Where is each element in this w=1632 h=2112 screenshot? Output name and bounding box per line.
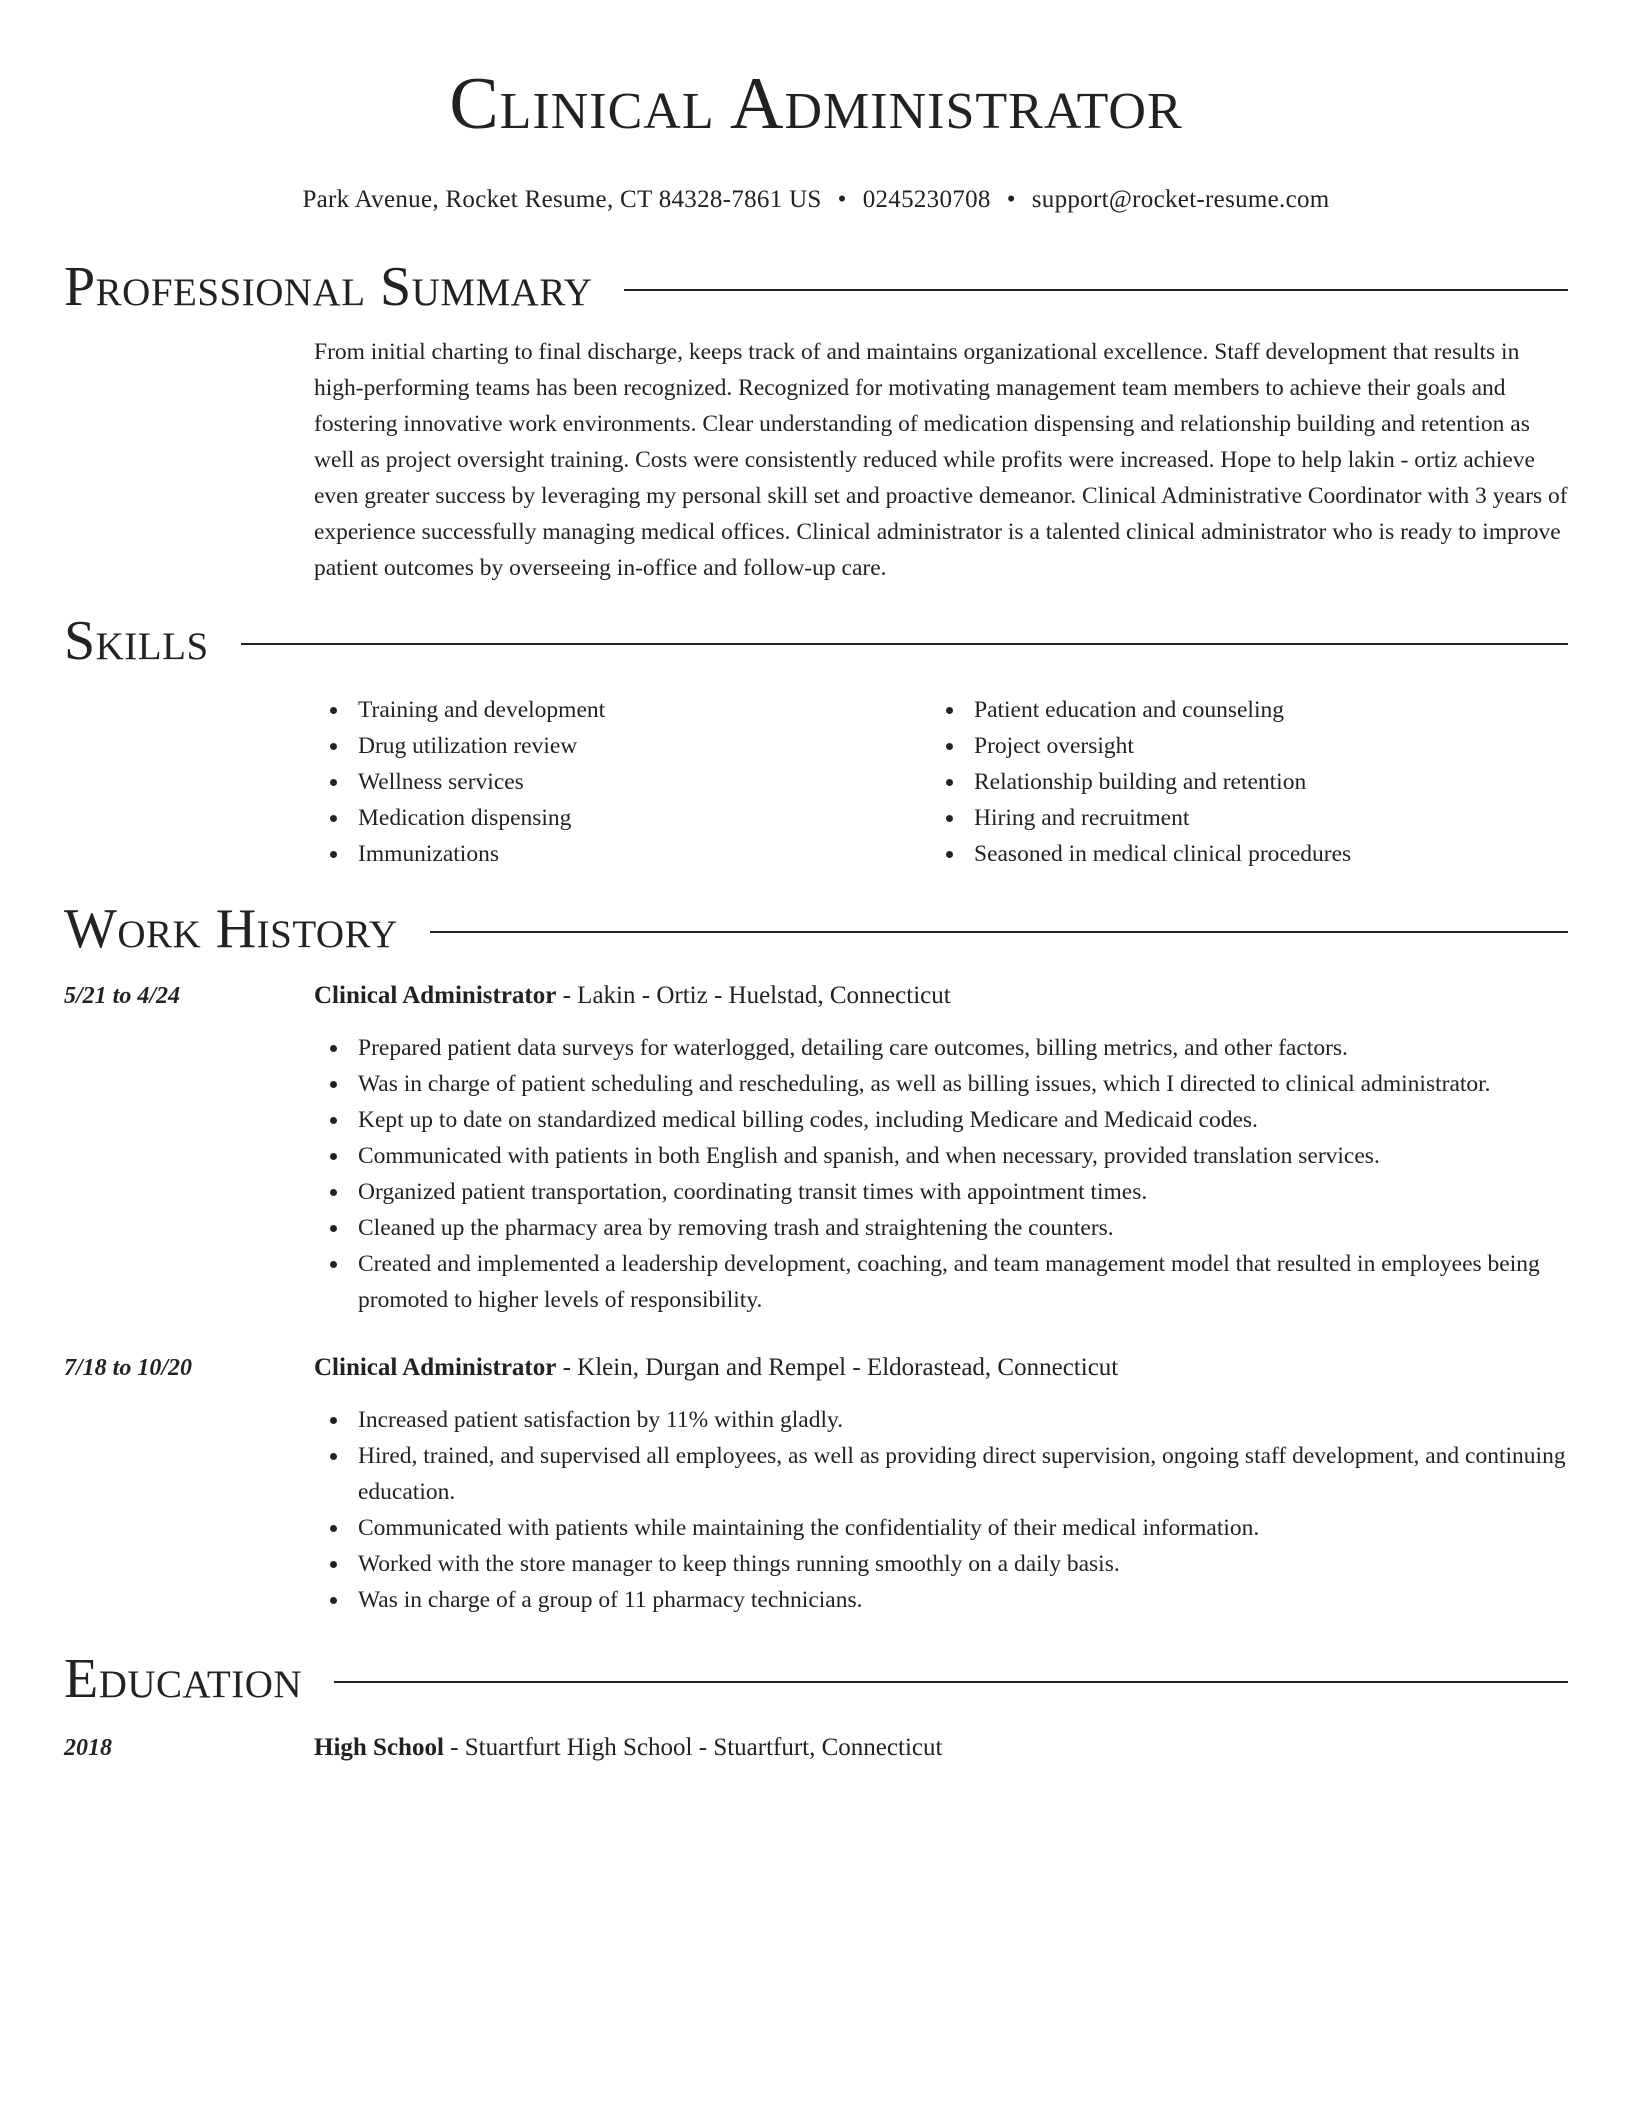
skill-item: Seasoned in medical clinical procedures [930,836,1546,872]
duty-item: Hired, trained, and supervised all employees, as well as providing direct supervision, ongoing staff development, and continuing education. [314,1438,1568,1510]
job-duties [64,1030,1568,1318]
section-summary-header [64,254,1568,320]
email: support@rocket-resume.com [1031,186,1330,213]
job-header [64,978,1568,1014]
education-degree: High School [314,1734,444,1761]
phone: 0245230708 [862,186,991,213]
section-title-skills: Skills [64,610,209,672]
section-rule [430,931,1568,933]
duty-item: Communicated with patients in both English and spanish, and when necessary, provided translation services. [314,1138,1568,1174]
education-school: - Stuartfurt High School - Stuartfurt, Connecticut [443,1734,943,1761]
contact-line [64,184,1568,216]
skill-item: Relationship building and retention [930,764,1546,800]
job-dates: 5/21 to 4/24 [64,983,181,1009]
skills-column-left [314,692,930,872]
skill-item: Medication dispensing [314,800,930,836]
job-employer: - Klein, Durgan and Rempel - Eldorastead, Connecticut [556,1354,1119,1381]
job-title-line [314,978,951,1014]
job-title: Clinical Administrator [314,982,557,1009]
duty-item: Was in charge of a group of 11 pharmacy technicians. [314,1582,1568,1618]
education-year: 2018 [64,1735,112,1761]
skill-item: Training and development [314,692,930,728]
section-rule [334,1681,1568,1683]
summary-text: From initial charting to final discharge, keeps track of and maintains organizational excellence. Staff development that results in high-performing teams has been recognized. Recognized for motivating management team members to achieve their goals and fostering innovative work environments. Clear understanding of medication dispensing and relationship building and retention as well as project oversight training. Costs were consistently reduced while profits were increased. Hope to help lakin - ortiz achieve even greater success by leveraging my personal skill set and proactive demeanor. Clinical Administrative Coordinator with 3 years of experience successfully managing medical offices. Clinical administrator is a talented clinical administrator who is ready to improve patient outcomes by overseeing in-office and follow-up care. [314,339,1568,581]
job-entry [64,1350,1568,1618]
skill-item: Patient education and counseling [930,692,1546,728]
skill-item: Project oversight [930,728,1546,764]
job-title: Clinical Administrator [314,1354,557,1381]
section-rule [241,643,1568,645]
section-title-summary: Professional Summary [64,256,593,318]
job-header [64,1350,1568,1386]
education-entry [64,1730,1568,1766]
duty-item: Was in charge of patient scheduling and rescheduling, as well as billing issues, which I directed to clinical administrator. [314,1066,1568,1102]
duty-item: Cleaned up the pharmacy area by removing trash and straightening the counters. [314,1210,1568,1246]
duty-item: Prepared patient data surveys for waterlogged, detailing care outcomes, billing metrics, and other factors. [314,1030,1568,1066]
section-education-header [64,1646,1568,1712]
job-employer: - Lakin - Ortiz - Huelstad, Connecticut [556,982,951,1009]
education-line [314,1730,942,1766]
skills-list [64,692,1568,872]
section-title-work: Work History [64,898,398,960]
section-work-header [64,896,1568,962]
candidate-name: Clinical Administrator [449,63,1183,145]
job-duties [64,1402,1568,1618]
section-skills-header [64,608,1568,674]
job-title-line [314,1350,1118,1386]
duty-item: Increased patient satisfaction by 11% within gladly. [314,1402,1568,1438]
job-entry [64,978,1568,1318]
separator-dot: • [1006,186,1016,213]
duty-item: Communicated with patients while maintaining the confidentiality of their medical information. [314,1510,1568,1546]
duty-item: Worked with the store manager to keep things running smoothly on a daily basis. [314,1546,1568,1582]
duty-item: Kept up to date on standardized medical billing codes, including Medicare and Medicaid codes. [314,1102,1568,1138]
job-dates: 7/18 to 10/20 [64,1355,193,1381]
section-title-education: Education [64,1648,303,1710]
skill-item: Drug utilization review [314,728,930,764]
duty-item: Created and implemented a leadership development, coaching, and team management model that resulted in employees being promoted to higher levels of responsibility. [314,1246,1568,1318]
skill-item: Wellness services [314,764,930,800]
separator-dot: • [837,186,847,213]
skill-item: Hiring and recruitment [930,800,1546,836]
skill-item: Immunizations [314,836,930,872]
section-rule [624,289,1568,291]
duty-item: Organized patient transportation, coordinating transit times with appointment times. [314,1174,1568,1210]
skills-column-right [930,692,1546,872]
address: Park Avenue, Rocket Resume, CT 84328-7861 US [302,186,822,213]
